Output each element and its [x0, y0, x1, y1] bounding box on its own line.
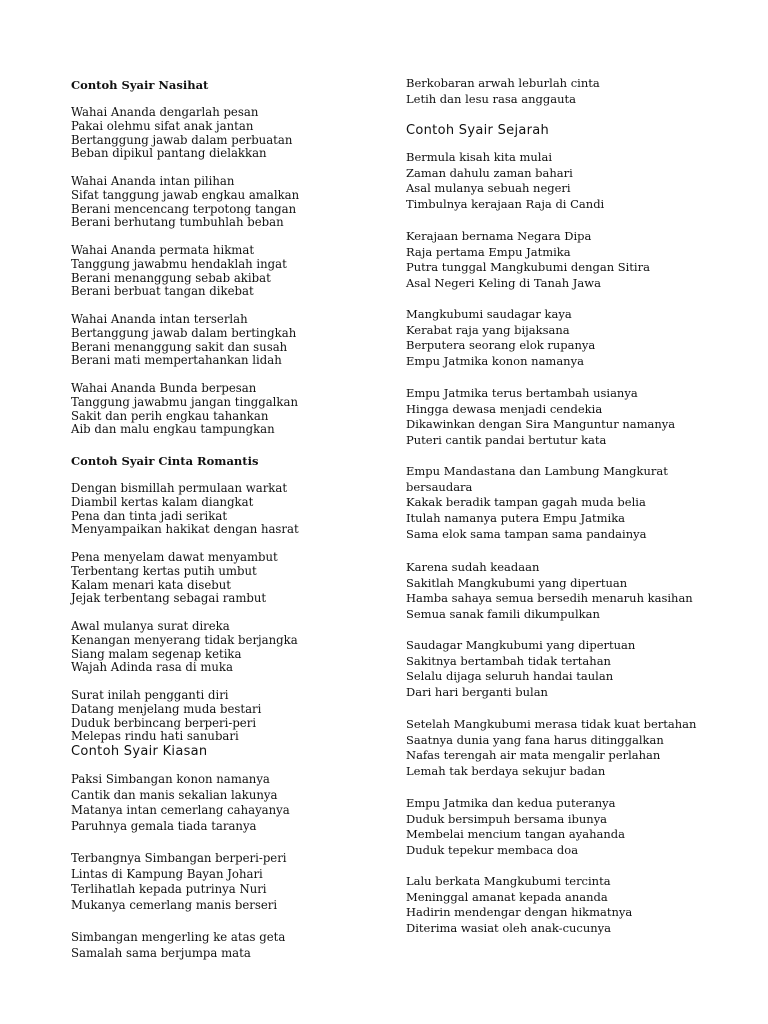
- poem-line: Lintas di Kampung Bayan Johari: [71, 866, 263, 881]
- poem-line: Bertanggung jawab dalam perbuatan: [71, 132, 293, 147]
- poem-line: Saatnya dunia yang fana harus ditinggalkan: [406, 732, 664, 747]
- poem-line: Berani berbuat tangan dikebat: [71, 284, 254, 299]
- stanza: [406, 229, 650, 292]
- poem-line: Aib dan malu engkau tampungkan: [71, 422, 275, 437]
- stanza: [71, 106, 292, 161]
- poem-line: Letih dan lesu rasa anggauta: [406, 91, 577, 106]
- poem-line: Samalah sama berjumpa mata: [71, 945, 251, 960]
- stanza: [406, 150, 604, 213]
- heading-syair-nasihat: Contoh Syair Nasihat: [71, 78, 209, 92]
- poem-line: Surat inilah pengganti diri: [71, 688, 229, 702]
- poem-line: Paruhnya gemala tiada taranya: [71, 819, 257, 834]
- poem-line: Duduk tepekur membaca doa: [406, 843, 579, 858]
- poem-line: Sakit dan perih engkau tahankan: [71, 408, 269, 423]
- poem-line: Selalu dijaga seluruh handai taulan: [406, 669, 614, 684]
- poem-line: Asal mulanya sebuah negeri: [406, 181, 571, 196]
- poem-line: Duduk bersimpuh bersama ibunya: [406, 811, 608, 826]
- poem-line: Setelah Mangkubumi merasa tidak kuat bertahan: [406, 717, 697, 731]
- stanza: [71, 244, 287, 299]
- poem-line: bersaudara: [406, 479, 473, 494]
- poem-line: Wajah Adinda rasa di muka: [71, 660, 233, 675]
- poem-line: Cantik dan manis sekalian lakunya: [71, 787, 278, 802]
- poem-line: Saudagar Mangkubumi yang dipertuan: [406, 638, 636, 652]
- poem-line: Itulah namanya putera Empu Jatmika: [406, 511, 626, 526]
- poem-line: Dari hari berganti bulan: [406, 685, 548, 700]
- poem-line: Awal mulanya surat direka: [71, 619, 230, 633]
- stanza: [71, 689, 261, 744]
- poem-line: Wahai Ananda dengarlah pesan: [71, 105, 259, 119]
- poem-line: Meninggal amanat kepada ananda: [406, 889, 608, 904]
- poem-line: Terlihatlah kepada putrinya Nuri: [71, 882, 267, 897]
- stanza: [406, 717, 696, 780]
- stanza: [71, 313, 296, 368]
- stanza: [71, 551, 278, 606]
- poem-line: Berkobaran arwah leburlah cinta: [406, 76, 600, 90]
- poem-line: Pena dan tinta jadi serikat: [71, 508, 228, 523]
- heading-syair-sejarah: Contoh Syair Sejarah: [406, 123, 550, 138]
- poem-line: Kenangan menyerang tidak berjangka: [71, 632, 298, 647]
- poem-line: Zaman dahulu zaman bahari: [406, 165, 573, 180]
- poem-line: Karena sudah keadaan: [406, 560, 540, 574]
- stanza: [71, 382, 298, 437]
- poem-line: Paksi Simbangan konon namanya: [71, 772, 270, 786]
- poem-line: Sakitlah Mangkubumi yang dipertuan: [406, 575, 628, 590]
- poem-line: Timbulnya kerajaan Raja di Candi: [406, 197, 605, 212]
- poem-line: Menyampaikan hakikat dengan hasrat: [71, 522, 299, 537]
- poem-line: Hingga dewasa menjadi cendekia: [406, 401, 603, 416]
- poem-line: Lalu berkata Mangkubumi tercinta: [406, 874, 611, 888]
- poem-line: Diambil kertas kalam diangkat: [71, 494, 254, 509]
- poem-line: Diterima wasiat oleh anak-cucunya: [406, 921, 612, 936]
- poem-line: Pakai olehmu sifat anak jantan: [71, 118, 254, 133]
- poem-line: Kerabat raja yang bijaksana: [406, 322, 570, 337]
- poem-line: Wahai Ananda intan pilihan: [71, 174, 235, 188]
- stanza: [406, 307, 595, 370]
- poem-line: Matanya intan cemerlang cahayanya: [71, 803, 290, 818]
- poem-line: Putra tunggal Mangkubumi dengan Sitira: [406, 260, 650, 275]
- poem-line: Mangkubumi saudagar kaya: [406, 307, 572, 321]
- poem-line: Datang menjelang muda bestari: [71, 701, 262, 716]
- poem-line: Sakitnya bertambah tidak tertahan: [406, 653, 611, 668]
- poem-line: Berani berhutang tumbuhlah beban: [71, 215, 284, 230]
- poem-line: Empu Mandastana dan Lambung Mangkurat: [406, 464, 668, 478]
- stanza: [406, 560, 693, 623]
- poem-line: Empu Jatmika dan kedua puteranya: [406, 796, 616, 810]
- stanza: [71, 482, 299, 537]
- poem-line: Empu Jatmika terus bertambah usianya: [406, 386, 638, 400]
- poem-line: Beban dipikul pantang dielakkan: [71, 146, 267, 161]
- poem-line: Sama elok sama tampan sama pandainya: [406, 526, 647, 541]
- stanza: [71, 175, 299, 230]
- poem-line: Semua sanak famili dikumpulkan: [406, 607, 600, 622]
- poem-line: Berputera seorang elok rupanya: [406, 338, 596, 353]
- poem-line: Wahai Ananda intan terserlah: [71, 312, 248, 326]
- poem-line: Dengan bismillah permulaan warkat: [71, 481, 288, 495]
- stanza: [406, 464, 668, 543]
- poem-line: Kakak beradik tampan gagah muda belia: [406, 495, 646, 510]
- poem-line: Raja pertama Empu Jatmika: [406, 244, 571, 259]
- stanza: [71, 930, 285, 961]
- poem-line: Hamba sahaya semua bersedih menaruh kasihan: [406, 591, 693, 606]
- stanza: [406, 796, 625, 859]
- poem-line: Tanggung jawabmu hendaklah ingat: [71, 256, 287, 271]
- poem-line: Lemah tak berdaya sekujur badan: [406, 764, 606, 779]
- heading-syair-kiasan: Contoh Syair Kiasan: [71, 744, 208, 759]
- poem-line: Empu Jatmika konon namanya: [406, 354, 584, 369]
- poem-line: Puteri cantik pandai bertutur kata: [406, 433, 607, 448]
- poem-line: Kerajaan bernama Negara Dipa: [406, 229, 592, 243]
- stanza-continued: [406, 76, 600, 107]
- poem-line: Berani mati mempertahankan lidah: [71, 353, 282, 368]
- poem-line: Dikawinkan dengan Sira Manguntur namanya: [406, 417, 676, 432]
- stanza: [71, 851, 287, 914]
- poem-line: Berani menanggung sebab akibat: [71, 270, 271, 285]
- poem-line: Simbangan mengerling ke atas geta: [71, 930, 286, 944]
- poem-line: Jejak terbentang sebagai rambut: [71, 591, 267, 606]
- poem-line: Terbentang kertas putih umbut: [71, 563, 257, 578]
- poem-line: Nafas terengah air mata mengalir perlahan: [406, 748, 661, 763]
- poem-line: Berani mencencang terpotong tangan: [71, 201, 297, 216]
- poem-line: Kalam menari kata disebut: [71, 577, 232, 592]
- poem-line: Bermula kisah kita mulai: [406, 150, 553, 164]
- poem-line: Terbangnya Simbangan berperi-peri: [71, 851, 287, 865]
- stanza: [71, 620, 298, 675]
- poem-line: Bertanggung jawab dalam bertingkah: [71, 325, 297, 340]
- poem-line: Asal Negeri Keling di Tanah Jawa: [406, 276, 601, 291]
- poem-line: Tanggung jawabmu jangan tinggalkan: [71, 394, 298, 409]
- poem-line: Sifat tanggung jawab engkau amalkan: [71, 187, 300, 202]
- poem-line: Pena menyelam dawat menyambut: [71, 550, 278, 564]
- poem-line: Melepas rindu hati sanubari: [71, 729, 239, 744]
- poem-line: Mukanya cemerlang manis berseri: [71, 898, 278, 913]
- poem-line: Duduk berbincang berperi-peri: [71, 715, 257, 730]
- poem-line: Berani menanggung sakit dan susah: [71, 339, 288, 354]
- poem-line: Wahai Ananda permata hikmat: [71, 243, 255, 257]
- poem-line: Wahai Ananda Bunda berpesan: [71, 381, 257, 395]
- poem-line: Siang malam segenap ketika: [71, 646, 242, 661]
- poem-line: Hadirin mendengar dengan hikmatnya: [406, 905, 633, 920]
- stanza: [406, 638, 635, 701]
- poem-line: Membelai mencium tangan ayahanda: [406, 827, 625, 842]
- heading-syair-cinta-romantis: Contoh Syair Cinta Romantis: [71, 454, 259, 468]
- stanza: [406, 874, 632, 937]
- stanza: [71, 772, 290, 835]
- stanza: [406, 386, 675, 449]
